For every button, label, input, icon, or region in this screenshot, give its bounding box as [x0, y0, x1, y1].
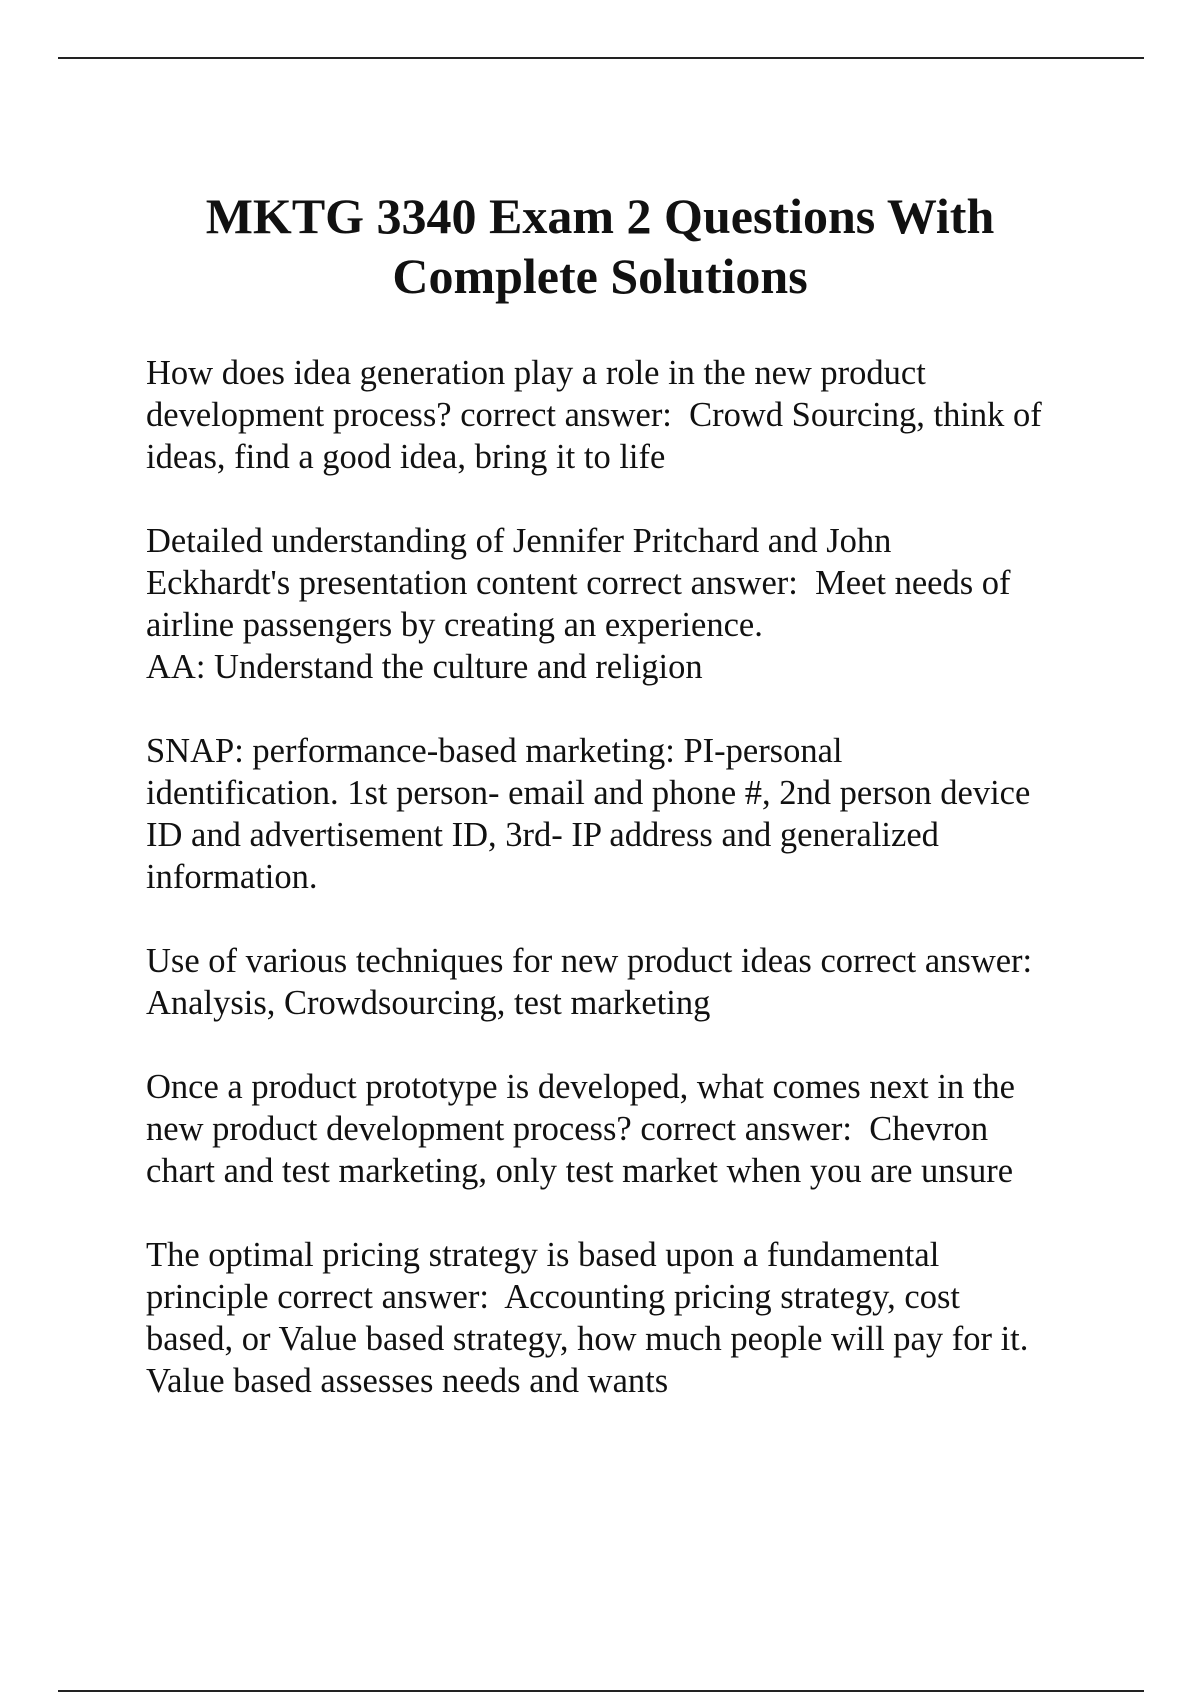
text-line: chart and test marketing, only test market when you are unsure — [146, 1152, 1014, 1190]
document-title — [100, 186, 1100, 306]
text-line: identification. 1st person- email and phone #, 2nd person device — [146, 774, 1031, 812]
qa-entry-prototype — [146, 1066, 1146, 1192]
qa-entry-snap — [146, 730, 1146, 898]
text-line: Detailed understanding of Jennifer Pritchard and John — [146, 522, 892, 560]
text-line: development process? correct answer: Crowd Sourcing, think of — [146, 396, 1042, 434]
text-line: Value based assesses needs and wants — [146, 1362, 669, 1400]
qa-entry-techniques — [146, 940, 1146, 1024]
qa-entry-pricing-strategy — [146, 1234, 1146, 1402]
text-line: information. — [146, 858, 318, 896]
qa-entry-presentation-content — [146, 520, 1146, 688]
text-line: Analysis, Crowdsourcing, test marketing — [146, 984, 711, 1022]
text-line: new product development process? correct answer: Chevron — [146, 1110, 989, 1148]
text-line: The optimal pricing strategy is based upon a fundamental — [146, 1236, 940, 1274]
title-line-1: MKTG 3340 Exam 2 Questions With — [205, 188, 995, 244]
text-line: Eckhardt's presentation content correct answer: Meet needs of — [146, 564, 1011, 602]
header-rule — [58, 57, 1144, 59]
text-line: airline passengers by creating an experience. — [146, 606, 763, 644]
text-line: SNAP: performance-based marketing: PI-personal — [146, 732, 843, 770]
text-line: AA: Understand the culture and religion — [146, 648, 703, 686]
text-line: ideas, find a good idea, bring it to life — [146, 438, 666, 476]
text-line: ID and advertisement ID, 3rd- IP address and generalized — [146, 816, 939, 854]
text-line: How does idea generation play a role in the new product — [146, 354, 926, 392]
text-line: Use of various techniques for new product ideas correct answer: — [146, 942, 1033, 980]
qa-entry-idea-generation — [146, 352, 1146, 478]
qa-list — [146, 352, 1146, 1444]
title-line-2: Complete Solutions — [392, 248, 808, 304]
footer-rule — [58, 1690, 1144, 1692]
text-line: principle correct answer: Accounting pricing strategy, cost — [146, 1278, 960, 1316]
text-line: based, or Value based strategy, how much people will pay for it. — [146, 1320, 1029, 1358]
text-line: Once a product prototype is developed, what comes next in the — [146, 1068, 1015, 1106]
